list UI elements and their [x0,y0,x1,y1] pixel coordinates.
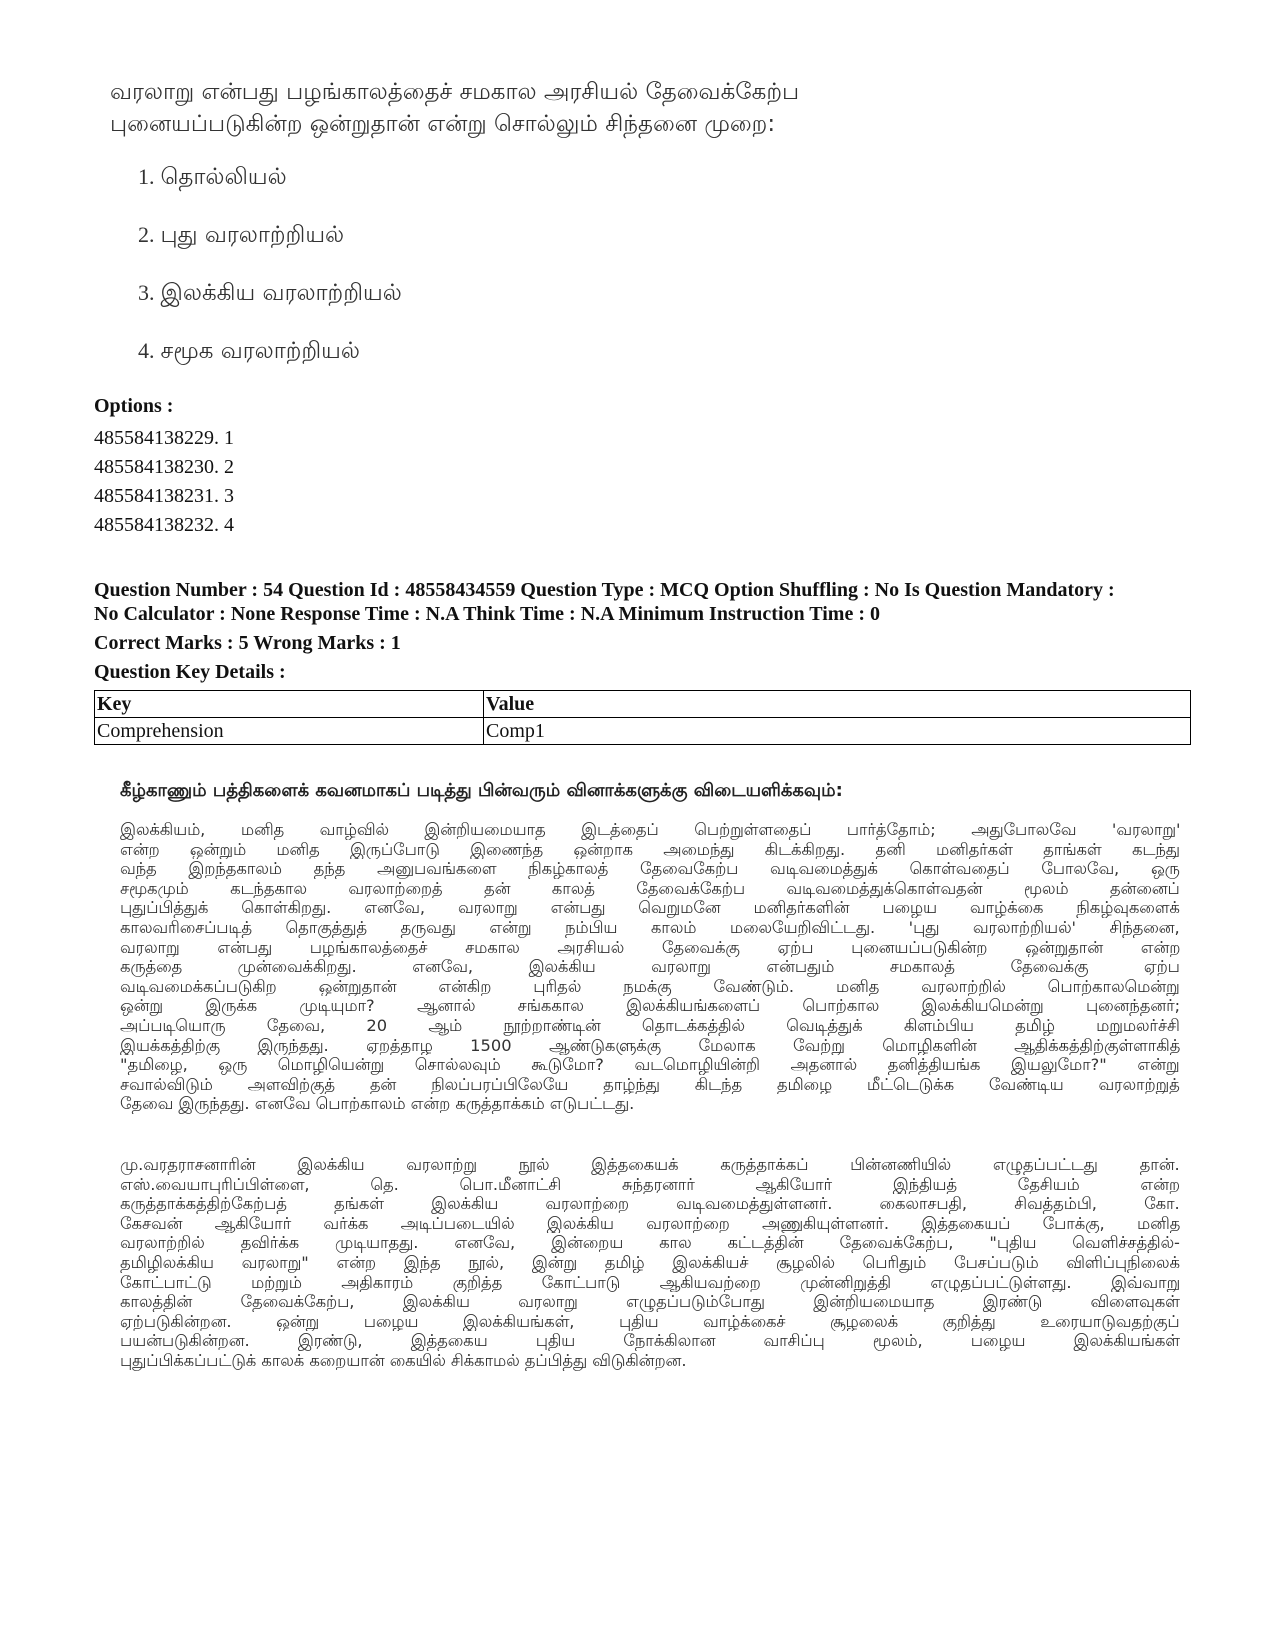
question-line-1: வரலாறு என்பது பழங்காலத்தைச் சமகால அரசியல் தேவைக்கேற்ப [110,79,800,105]
passage-line: காலத்தின் தேவைக்கேற்ப, இலக்கிய வரலாறு எழுதப்படும்போது இன்றியமையாத இரண்டு விளைவுகள் [120,1292,1180,1312]
passage-line: தமிழிலக்கிய வரலாறு" என்ற இந்த நூல், இன்று தமிழ் இலக்கியச் சூழலில் பெரிதும் பேசப்படும் விளிப்புநிலைக் [120,1252,1180,1272]
choice-text: சமூக வரலாற்றியல் [160,338,360,364]
passage-line: பயன்படுகின்றன. இரண்டு, இத்தகைய புதிய நோக்கிலான வாசிப்பு மூலம், பழைய இலக்கியங்கள் [120,1331,1180,1351]
question-stem [110,76,1110,140]
passage-line: வரலாறு என்பது பழங்காலத்தைச் சமகால அரசியல் தேவைக்கு ஏற்ப புனையப்படுகின்ற ஒன்றுதான் என்ற [120,937,1180,957]
passage-line: எஸ்.வையாபுரிப்பிள்ளை, தெ. பொ.மீனாட்சி சுந்தரனார் ஆகியோர் இந்தியத் தேசியம் என்ற [120,1174,1180,1194]
passage-line: என்ற ஒன்றும் மனித இருப்போடு இணைந்த ஒன்றாக அமைந்து கிடக்கிறது. தனி மனிதர்கள் தாங்கள் கடந்து [120,839,1180,859]
choice-number: 2. [138,222,155,247]
passage-paragraph-1 [120,820,1180,1114]
choice-item-2 [138,220,838,278]
passage-line: கோட்பாட்டு மற்றும் அதிகாரம் குறித்த கோட்பாடு ஆகியவற்றை முன்னிறுத்தி எழுதப்பட்டுள்ளது. இவ்வாறு [120,1272,1180,1292]
choice-item-4 [138,336,838,394]
passage-paragraph-2 [120,1155,1180,1371]
question-meta [94,578,1204,626]
passage-line: இயக்கத்திற்கு இருந்தது. ஏறத்தாழ 1500 ஆண்டுகளுக்கு மேலாக வேற்று மொழிகளின் ஆதிக்கத்திற்குள்ளாகித் [120,1035,1180,1055]
question-meta-line-1: Question Number : 54 Question Id : 48558434559 Question Type : MCQ Option Shuffling : No Is Question Mandatory : [94,579,1115,601]
passage-line: புதுப்பிக்கப்பட்டுக் காலக் கறையான் கையில் சிக்காமல் தப்பித்து விடுகின்றன. [120,1350,687,1370]
passage-line: காலவரிசைப்படித் தொகுத்துத் தருவது என்று நம்பிய காலம் மலையேறிவிட்டது. 'புது வரலாற்றியல்' சிந்தனை, [120,917,1180,937]
passage-line: கருத்தாக்கத்திற்கேற்பத் தங்கள் இலக்கிய வரலாற்றை வடிவமைத்துள்ளனர். கைலாசபதி, சிவத்தம்பி, கோ. [120,1194,1180,1214]
choice-item-1 [138,162,838,220]
option-id-4: 485584138232. 4 [94,514,234,536]
choice-item-3 [138,278,838,336]
option-id-3: 485584138231. 3 [94,485,234,507]
passage-line: ஏற்படுகின்றன. ஒன்று பழைய இலக்கியங்கள், புதிய வாழ்க்கைச் சூழலைக் குறித்து உரையாடுவதற்குப் [120,1311,1180,1331]
cell-key: Comprehension [95,718,484,745]
passage-line: "தமிழை, ஒரு மொழியென்று சொல்லவும் கூடுமோ? வடமொழியின்றி அதனால் தனித்தியங்க இயலுமோ?" என்று [120,1055,1180,1075]
options-label: Options : [94,395,174,417]
passage-line: வரலாற்றில் தவிர்க்க முடியாதது. எனவே, இன்றைய கால கட்டத்தின் தேவைக்கேற்ப, "புதிய வெளிச்சத்தில்- [120,1233,1180,1253]
passage-line: சமூகமும் கடந்தகால வரலாற்றைத் தன் காலத் தேவைக்கேற்ப வடிவமைத்துக்கொள்வதன் மூலம் தன்னைப் [120,878,1180,898]
cell-value: Comp1 [484,718,1191,745]
header-value: Value [484,691,1191,718]
key-details-label: Question Key Details : [94,661,286,683]
choice-number: 4. [138,338,155,363]
choice-number: 1. [138,164,155,189]
choice-text: இலக்கிய வரலாற்றியல் [160,280,402,306]
passage-line: அப்படியொரு தேவை, 20 ஆம் நூற்றாண்டின் தொடக்கத்தில் வெடித்துக் கிளம்பிய தமிழ் மறுமலர்ச்சி [120,1015,1180,1035]
option-id-1: 485584138229. 1 [94,427,234,449]
passage-line: கருத்தை முன்வைக்கிறது. எனவே, இலக்கிய வரலாறு என்பதும் சமகாலத் தேவைக்கு ஏற்ப [120,957,1180,977]
passage-line: சவால்விடும் அளவிற்குத் தன் நிலப்பரப்பிலேயே தாழ்ந்து கிடந்த தமிழை மீட்டெடுக்க வேண்டிய வரலாற்றுத் [120,1074,1180,1094]
table-row [95,718,1191,745]
passage-line: ஒன்று இருக்க முடியுமா? ஆனால் சங்ககால இலக்கியங்களைப் பொற்கால இலக்கியமென்று புனைந்தனர்; [120,996,1180,1016]
passage-line: வந்த இறந்தகாலம் தந்த அனுபவங்களை நிகழ்காலத் தேவைகேற்ப வடிவமைத்துக் கொள்வதைப் போலவே, ஒரு [120,859,1180,879]
passage-line: புதுப்பித்துக் கொள்கிறது. எனவே, வரலாறு என்பது வெறுமனே மனிதர்களின் பழைய வாழ்க்கை நிகழ்வுகளைக் [120,898,1180,918]
choice-number: 3. [138,280,155,305]
passage-line: கேசவன் ஆகியோர் வர்க்க அடிப்படையில் இலக்கிய வரலாற்றை அணுகியுள்ளனர். இத்தகையப் போக்கு, மனித [120,1213,1180,1233]
question-line-2: புனையப்படுகின்ற ஒன்றுதான் என்று சொல்லும் சிந்தனை முறை: [110,111,776,137]
option-id-2: 485584138230. 2 [94,456,234,478]
table-header-row [95,691,1191,718]
choice-list [138,162,838,394]
passage-line: தேவை இருந்தது. எனவே பொற்காலம் என்ற கருத்தாக்கம் எடுபட்டது. [120,1094,635,1114]
passage-line: இலக்கியம், மனித வாழ்வில் இன்றியமையாத இடத்தைப் பெற்றுள்ளதைப் பார்த்தோம்; அதுபோலவே 'வரலாறு' [120,820,1180,839]
question-meta-line-2: No Calculator : None Response Time : N.A Think Time : N.A Minimum Instruction Time : 0 [94,603,880,625]
passage-line: மு.வரதராசனாரின் இலக்கிய வரலாற்று நூல் இத்தகையக் கருத்தாக்கப் பின்னணியில் எழுதப்பட்டது தான். [120,1155,1180,1174]
option-id-list [94,424,234,540]
passage-line: வடிவமைக்கப்படுகிற ஒன்றுதான் என்கிற புரிதல் நமக்கு வேண்டும். மனித வரலாற்றில் பொற்காலமென்று [120,976,1180,996]
passage-title: கீழ்காணும் பத்திகளைக் கவனமாகப் படித்து பின்வரும் வினாக்களுக்கு விடையளிக்கவும்: [120,780,843,801]
marks-line: Correct Marks : 5 Wrong Marks : 1 [94,632,401,654]
key-details-table [94,690,1191,745]
choice-text: புது வரலாற்றியல் [160,222,345,248]
header-key: Key [95,691,484,718]
choice-text: தொல்லியல் [160,164,287,190]
